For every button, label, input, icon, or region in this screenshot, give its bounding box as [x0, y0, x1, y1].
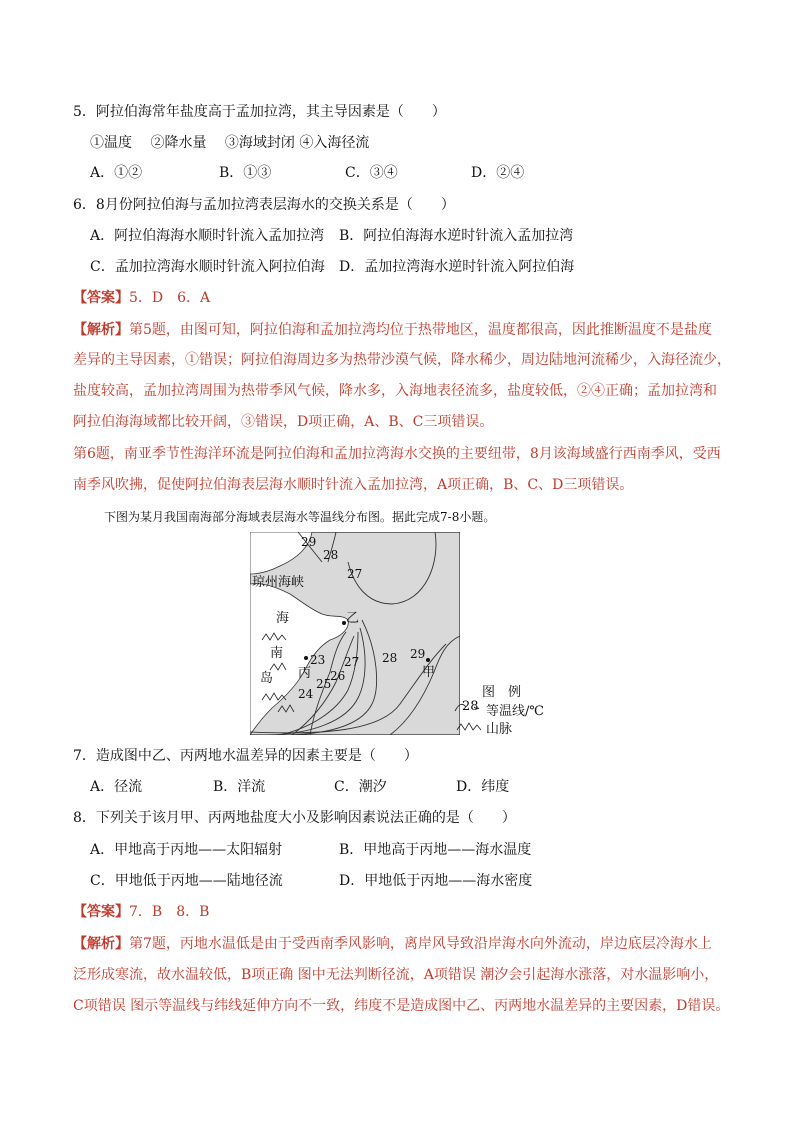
label-jia: 甲 — [422, 665, 436, 680]
label-bing: 丙 — [298, 666, 312, 681]
q5-option-d: D．②④ — [471, 165, 525, 181]
explanation-5-6-line-5: 第6题，南亚季节性海洋环流是阿拉伯海和孟加拉湾海水交换的主要纽带，8月该海域盛行西南季风，受西 — [73, 446, 721, 462]
q5-items: ①温度 ②降水量 ③海域封闭 ④入海径流 — [90, 135, 370, 151]
q5-option-c: C．③④ — [345, 165, 398, 181]
q6-option-a: A．阿拉伯海海水顺时针流入孟加拉湾 — [90, 228, 325, 244]
figure-caption: 下图为某月我国南海部分海域表层海水等温线分布图。据此完成7-8小题。 — [104, 510, 496, 524]
label-28-north: 28 — [323, 548, 339, 562]
q8-option-b: B．甲地高于丙地——海水温度 — [339, 842, 532, 858]
answer-7-8 — [73, 902, 209, 922]
legend-title: 图 例 — [482, 685, 522, 700]
q8-option-a: A．甲地高于丙地——太阳辐射 — [90, 842, 283, 858]
legend-iso-label: 等温线/℃ — [486, 704, 544, 719]
answer-text: 5．D 6．A — [129, 290, 211, 306]
label-27-north: 27 — [347, 567, 363, 581]
explanation-5-6-line-1 — [73, 320, 712, 340]
q7-option-d: D．纬度 — [456, 779, 510, 795]
q7-option-a: A．径流 — [90, 779, 143, 795]
answer-text: 7．B 8．B — [129, 904, 210, 920]
legend-iso-value: 28 — [462, 699, 479, 714]
explanation-tag: 【解析】 — [73, 322, 129, 338]
label-23: 23 — [310, 653, 326, 667]
explanation-5-6-line-6: 南季风吹拂，促使阿拉伯海表层海水顺时针流入孟加拉湾，A项正确，B、C、D三项错误。 — [73, 477, 634, 493]
answer-tag: 【答案】 — [73, 290, 129, 306]
q6-stem: 6．8月份阿拉伯海与孟加拉湾表层海水的交换关系是（ ） — [73, 197, 455, 213]
label-strait: 琼州海峡 — [252, 575, 305, 590]
answer-5-6 — [73, 288, 210, 308]
q7-option-c: C．潮汐 — [334, 779, 387, 795]
q8-option-d: D．甲地低于丙地——海水密度 — [339, 873, 533, 889]
explanation-5-6-line-2: 差异的主导因素，①错误；阿拉伯海周边多为热带沙漠气候，降水稀少，周边陆地河流稀少，入海径流少， — [73, 352, 731, 368]
label-27-south: 27 — [344, 655, 360, 669]
label-25: 25 — [316, 677, 332, 691]
explanation-7-8-line-1 — [73, 934, 712, 954]
label-nan: 南 — [270, 646, 284, 661]
q6-option-c: C．孟加拉湾海水顺时针流入阿拉伯海 — [90, 259, 325, 275]
explanation-tag: 【解析】 — [73, 936, 129, 952]
label-hai: 海 — [276, 611, 290, 626]
isotherm-map — [250, 532, 460, 735]
q5-stem: 5．阿拉伯海常年盐度高于孟加拉湾，其主导因素是（ ） — [73, 104, 446, 120]
point-bing — [304, 656, 308, 660]
explanation-text: 第5题，由图可知，阿拉伯海和孟加拉湾均位于热带地区，温度都很高，因此推断温度不是盐度 — [129, 322, 712, 338]
label-24: 24 — [298, 687, 314, 701]
point-jia — [426, 658, 430, 662]
q7-stem: 7．造成图中乙、丙两地水温差异的因素主要是（ ） — [73, 748, 418, 764]
q6-option-d: D．孟加拉湾海水逆时针流入阿拉伯海 — [339, 259, 575, 275]
explanation-7-8-line-2: 泛形成寒流，故水温较低，B项正确 图中无法判断径流，A项错误 潮汐会引起海水涨落，对水温影响小， — [73, 967, 719, 983]
q5-option-a: A．①② — [90, 165, 143, 181]
q5-option-b: B．①③ — [219, 165, 272, 181]
explanation-5-6-line-4: 阿拉伯海海域都比较开阔，③错误，D项正确，A、B、C三项错误。 — [73, 414, 494, 430]
explanation-5-6-line-3: 盐度较高，孟加拉湾周围为热带季风气候，降水多，入海地表径流多，盐度较低，②④正确；孟加拉湾和 — [73, 383, 717, 399]
explanation-text: 第7题，丙地水温低是由于受西南季风影响，离岸风导致沿岸海水向外流动，岸边底层冷海水上 — [129, 936, 712, 952]
label-28-south: 28 — [382, 651, 398, 665]
mountain-legend-icon — [456, 720, 482, 732]
q8-stem: 8．下列关于该月甲、丙两地盐度大小及影响因素说法正确的是（ ） — [73, 810, 516, 826]
q8-option-c: C．甲地低于丙地——陆地径流 — [90, 873, 283, 889]
explanation-7-8-line-3: C项错误 图示等温线与纬线延伸方向不一致，纬度不是造成图中乙、丙两地水温差异的主要因素，D错误。 — [73, 998, 730, 1014]
label-29-north: 29 — [301, 535, 317, 549]
label-29-south: 29 — [410, 647, 426, 661]
label-yi: 乙 — [346, 611, 360, 626]
legend-mountain-label: 山脉 — [486, 722, 513, 737]
label-26: 26 — [330, 669, 346, 683]
q7-option-b: B．洋流 — [213, 779, 266, 795]
q6-option-b: B．阿拉伯海海水逆时针流入孟加拉湾 — [339, 228, 574, 244]
label-dao: 岛 — [260, 671, 274, 686]
answer-tag: 【答案】 — [73, 904, 129, 920]
